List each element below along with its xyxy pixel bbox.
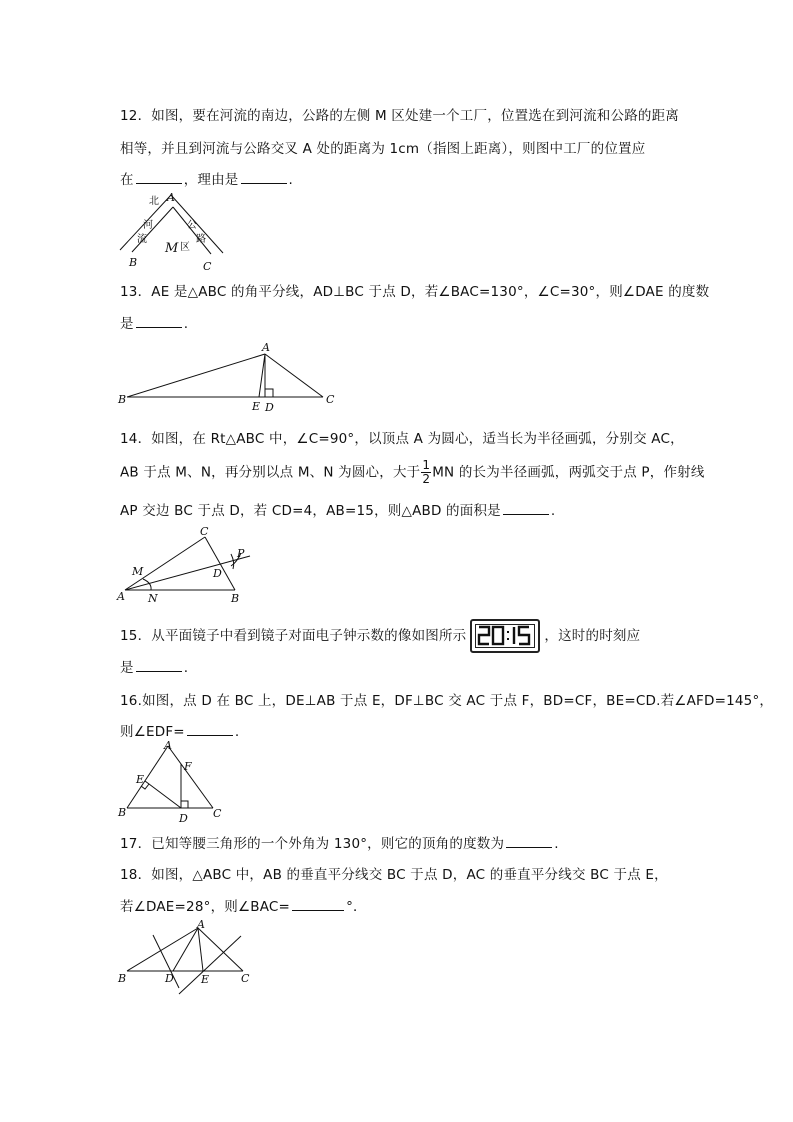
q12-figure [115, 190, 235, 272]
answer-blank [136, 315, 182, 328]
label-A: A [117, 590, 125, 603]
label-P: P [237, 547, 245, 560]
q13-figure [115, 340, 345, 415]
label-A: A [197, 918, 205, 931]
label-C: C [241, 972, 250, 985]
answer-blank [187, 723, 233, 736]
q13-line1: 13．AE 是△ABC 的角平分线，AD⊥BC 于点 D，若∠BAC=130°，∠C=30°，则∠DAE 的度数 [120, 284, 710, 300]
answer-blank [136, 659, 182, 672]
answer-blank [136, 171, 182, 184]
q16-line1: 16.如图，点 D 在 BC 上，DE⊥AB 于点 E，DF⊥BC 交 AC 于点 F，BD=CF，BE=CD.若∠AFD=145°， [120, 693, 774, 709]
label-A: A [164, 739, 172, 752]
label-north: 北 [149, 196, 159, 207]
label-N: N [148, 592, 158, 605]
fraction-half: $\frac{1}{2}$ [422, 458, 431, 486]
answer-blank [503, 502, 549, 515]
q12-line2: 相等，并且到河流与公路交叉 A 处的距离为 1cm（指图上距离），则图中工厂的位置应 [120, 141, 646, 157]
q12-line3: 在 ，理由是 . [120, 172, 294, 188]
label-M: M [165, 241, 179, 256]
label-B: B [231, 592, 240, 605]
mirror-clock-image [470, 619, 540, 653]
q18-line2: 若∠DAE=28°，则∠BAC= °． [120, 899, 367, 915]
label-C: C [326, 393, 335, 406]
q15-line2: 是 . [120, 660, 189, 676]
label-B: B [129, 256, 138, 269]
q14-line3: AP 交边 BC 于点 D，若 CD=4，AB=15，则△ABD 的面积是 . [120, 503, 556, 519]
label-road2: 路 [196, 234, 206, 245]
label-M: M [132, 565, 144, 578]
label-E: E [136, 773, 145, 786]
label-F: F [184, 760, 192, 773]
q17-line1: 17．已知等腰三角形的一个外角为 130°，则它的顶角的度数为 . [120, 836, 559, 852]
q13-line2: 是 . [120, 316, 189, 332]
q16-line2: 则∠EDF= . [120, 724, 240, 740]
q16-figure [115, 740, 235, 825]
answer-blank [506, 835, 552, 848]
label-B: B [118, 972, 127, 985]
label-river1: 河 [143, 220, 153, 231]
answer-blank [241, 171, 287, 184]
label-C: C [200, 525, 209, 538]
label-D: D [179, 812, 188, 825]
label-E: E [252, 400, 261, 413]
answer-blank [292, 898, 344, 911]
label-D: D [165, 972, 174, 985]
q14-figure [115, 525, 255, 605]
q14-line1: 14．如图，在 Rt△ABC 中，∠C=90°，以顶点 A 为圆心，适当长为半径画弧，分别交 AC， [120, 431, 684, 447]
label-B: B [118, 393, 127, 406]
label-E: E [201, 973, 210, 986]
label-river2: 流 [137, 234, 147, 245]
q18-figure [115, 920, 260, 995]
clock-digits-drawing [475, 623, 535, 649]
label-D: D [265, 401, 274, 414]
label-C: C [203, 260, 212, 273]
q18-line1: 18．如图，△ABC 中，AB 的垂直平分线交 BC 于点 D，AC 的垂直平分线交 BC 于点 E， [120, 867, 668, 883]
label-A: A [262, 341, 270, 354]
label-B: B [118, 806, 127, 819]
q14-line2: AB 于点 M、N，再分别以点 M、N 为圆心，大于 $\frac{1}{2}$ MN 的长为半径画弧，两弧交于点 P，作射线 [120, 458, 705, 486]
label-zone: 区 [180, 242, 190, 253]
label-A: A [167, 191, 175, 204]
q15-line1: 15．从平面镜子中看到镜子对面电子钟示数的像如图所示 ，这时的时刻应 [120, 619, 640, 653]
label-C: C [213, 807, 222, 820]
label-D: D [213, 567, 222, 580]
q12-line1: 12．如图，要在河流的南边，公路的左侧 M 区处建一个工厂，位置选在到河流和公路的距离 [120, 108, 680, 124]
label-road1: 公 [187, 220, 197, 231]
